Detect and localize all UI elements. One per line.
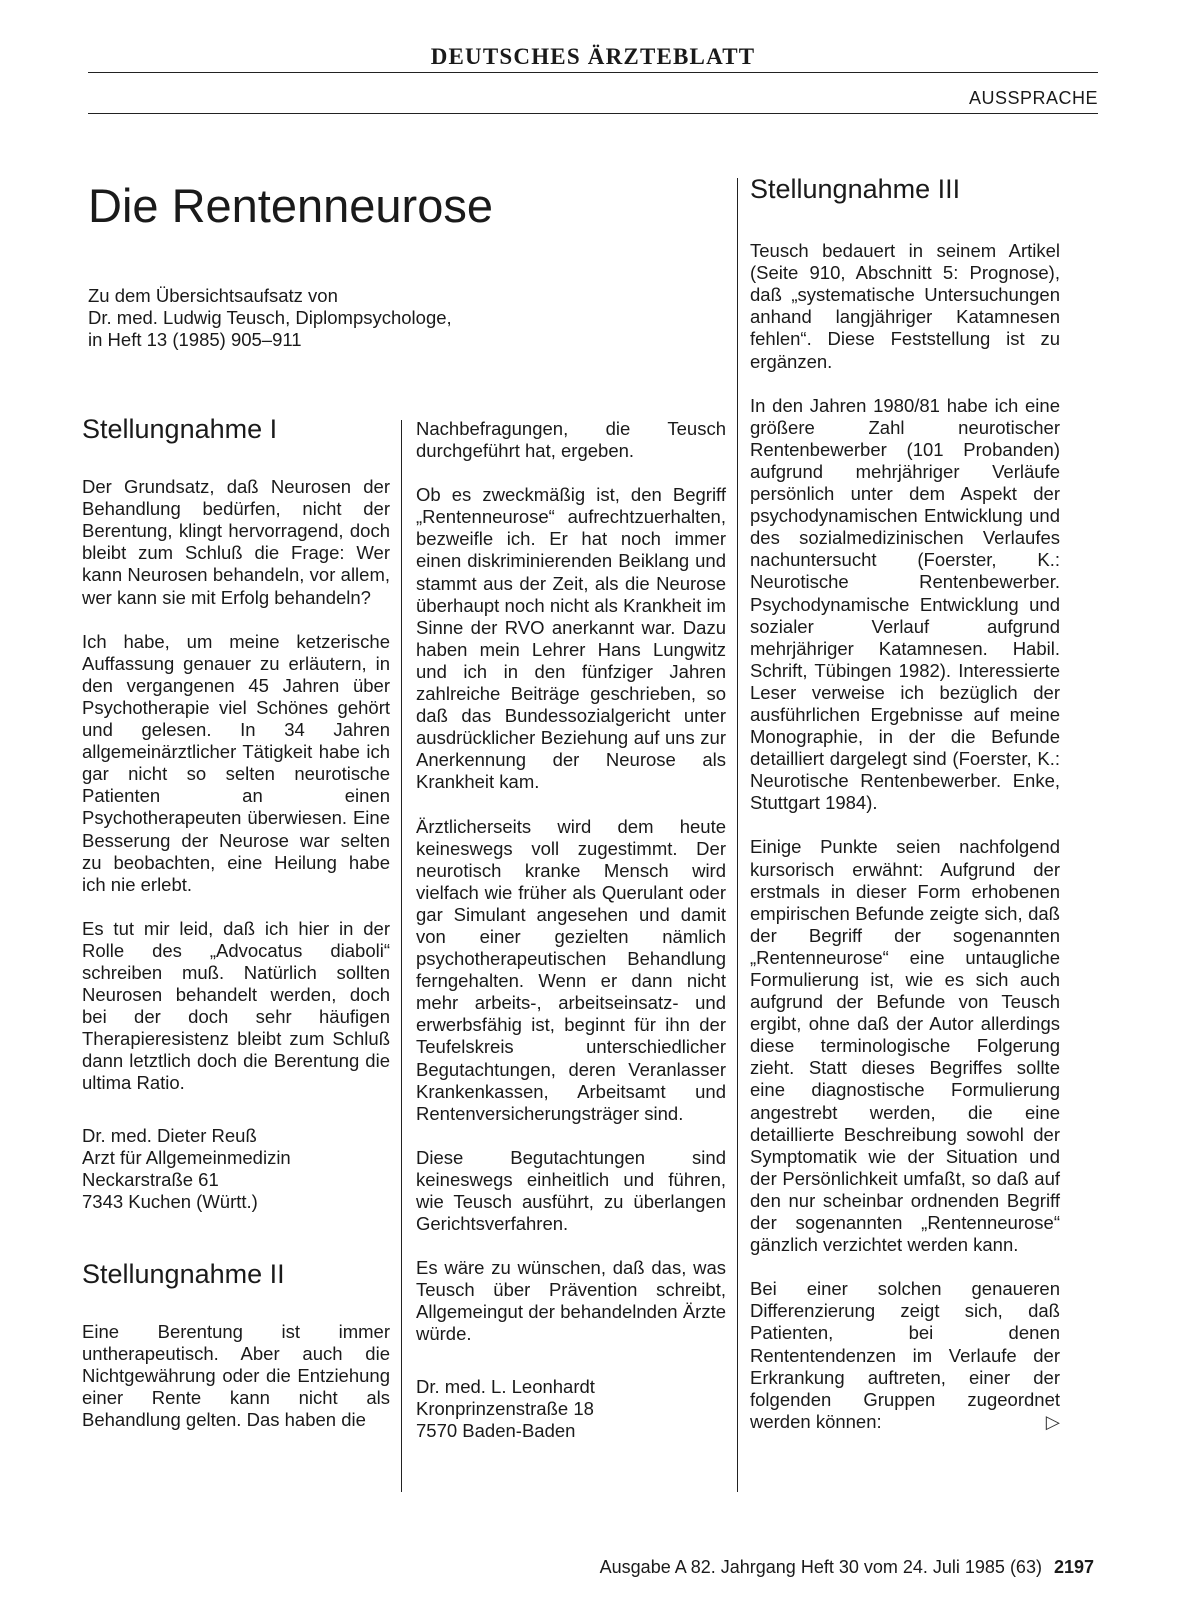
column-1	[82, 414, 390, 1453]
page-number: 2197	[1053, 1557, 1094, 1577]
signature-s2	[416, 1376, 726, 1442]
signature-line: 7570 Baden-Baden	[416, 1419, 576, 1441]
signature-line: Neckarstraße 61	[82, 1168, 219, 1190]
column-divider	[737, 178, 738, 1492]
masthead-rule	[88, 72, 1098, 73]
paragraph: In den Jahren 1980/81 habe ich eine größere Zahl neurotischer Rentenbewerber (101 Probanden) aufgrund mehrjähriger Verläufe persönlich unter dem Aspekt der psychodynamischen Entwicklung und des sozialmedizinischen Verlaufes nachuntersucht (Foerster, K.: Neurotische Rentenbewerber. Psychodynamische Entwicklung und sozialer Verlauf aufgrund mehrjähriger Katamnesen. Habil. Schrift, Tübingen 1982). Interessierte Leser verweise ich bezüglich der ausführlichen Ergebnisse auf meine Monographie, in der die Befunde detailliert dargelegt sind (Foerster, K.: Neurotische Rentenbewerber. Enke, Stuttgart 1984).	[750, 394, 1060, 814]
article-title: Die Rentenneurose	[88, 179, 493, 232]
paragraph: Einige Punkte seien nachfolgend kursorisch erwähnt: Aufgrund der erstmals in dieser Form erhobenen empirischen Befunde zeigte sich, daß der Begriff der sogenannten „Rentenneurose“ eine untaugliche Formulierung ist, wie es sich auch aufgrund der Befunde von Teusch ergibt, ohne daß der Autor allerdings diese terminologische Folgerung zieht. Statt dieses Begriffes sollte eine diagnostische Formulierung angestrebt werden, die eine detaillierte Beschreibung sowohl der Symptomatik wie der Situation und der Persönlichkeit umfaßt, so daß auf den nur scheinbar ordnenden Begriff der sogenannten „Rentenneurose“ gänzlich verzichtet werden kann.	[750, 836, 1060, 1256]
paragraph: Teusch bedauert in seinem Artikel (Seite 910, Abschnitt 5: Prognose), daß „systematische Untersuchungen anhand langjähriger Katamnesen fehlen“. Diese Feststellung ist zu ergänzen.	[750, 240, 1060, 372]
article-intro	[88, 285, 568, 351]
continue-arrow-icon: ▷	[1045, 1410, 1060, 1432]
signature-line: Dr. med. L. Leonhardt	[416, 1375, 595, 1397]
column-2	[416, 418, 726, 1442]
footer-issue: Ausgabe A 82. Jahrgang Heft 30 vom 24. Juli 1985 (63)	[599, 1557, 1042, 1577]
signature-s1	[82, 1125, 390, 1213]
column-divider	[401, 420, 402, 1492]
paragraph: Ärztlicherseits wird dem heute keineswegs voll zugestimmt. Der neurotisch kranke Mensch wird vielfach wie früher als Querulant oder gar Simulant angesehen und damit von einer gezielten nämlich psychotherapeutischen Behandlung ferngehalten. Wenn er dann nicht mehr arbeits-, arbeitseinsatz- und erwerbsfähig ist, beginnt für ihn der Teufelskreis unterschiedlicher Begutachtungen, deren Veranlasser Krankenkassen, Arbeitsamt und Rentenversicherungsträger sind.	[416, 815, 726, 1124]
section-heading-s3: Stellungnahme III	[750, 174, 961, 204]
signature-line: Kronprinzenstraße 18	[416, 1397, 594, 1419]
section-heading-s2: Stellungnahme II	[82, 1258, 285, 1289]
section-heading-s1: Stellungnahme I	[82, 414, 278, 444]
section-label: AUSSPRACHE	[968, 88, 1098, 108]
page-footer	[600, 1557, 1094, 1578]
signature-line: Arzt für Allgemeinmedizin	[82, 1146, 291, 1168]
paragraph: Der Grundsatz, daß Neurosen der Behandlung bedürfen, nicht der Berentung, klingt hervorragend, doch bleibt zum Schluß die Frage: Wer kann Neurosen behandeln, vor allem, wer kann sie mit Erfolg behandeln?	[82, 476, 390, 608]
intro-line: Dr. med. Ludwig Teusch, Diplompsychologe,	[88, 307, 452, 328]
section-rule	[88, 113, 1098, 114]
masthead: DEUTSCHES ÄRZTEBLATT	[430, 44, 756, 69]
signature-line: 7343 Kuchen (Württ.)	[82, 1190, 258, 1212]
paragraph: Es tut mir leid, daß ich hier in der Rolle des „Advocatus diaboli“ schreiben muß. Natürlich sollten Neurosen behandelt werden, doch bei der doch sehr häufigen Therapieresistenz bleibt zum Schluß dann letztlich doch die Berentung die ultima Ratio.	[82, 917, 390, 1094]
paragraph: Diese Begutachtungen sind keineswegs einheitlich und führen, wie Teusch ausführt, zu überlangen Gerichtsverfahren.	[416, 1146, 726, 1235]
signature-line: Dr. med. Dieter Reuß	[82, 1124, 257, 1146]
paragraph: Eine Berentung ist immer untherapeutisch. Aber auch die Nichtgewährung oder die Entziehung einer Rente kann nicht als Behandlung gelten. Das haben die	[82, 1321, 390, 1431]
paragraph: Ich habe, um meine ketzerische Auffassung genauer zu erläutern, in den vergangenen 45 Jahren über Psychotherapie viel Schönes gehört und gelesen. In 34 Jahren allgemeinärztlicher Tätigkeit habe ich gar nicht so selten neurotische Patienten an einen Psychotherapeuten überwiesen. Eine Besserung der Neurose war selten zu beobachten, eine Heilung habe ich nie erlebt.	[82, 630, 390, 895]
paragraph-text: Bei einer solchen genaueren Differenzierung zeigt sich, daß Patienten, bei denen Rententendenzen im Verlaufe der Erkrankung auftreten, einer der folgenden Gruppen zugeordnet werden können:	[750, 1278, 1060, 1432]
column-3	[750, 174, 1060, 1433]
intro-line: Zu dem Übersichtsaufsatz von	[88, 285, 338, 306]
paragraph	[750, 1278, 1060, 1433]
intro-line: in Heft 13 (1985) 905–911	[88, 329, 302, 350]
paragraph: Nachbefragungen, die Teusch durchgeführt hat, ergeben.	[416, 418, 726, 462]
paragraph: Es wäre zu wünschen, daß das, was Teusch über Prävention schreibt, Allgemeingut der behandelnden Ärzte würde.	[416, 1257, 726, 1345]
paragraph: Ob es zweckmäßig ist, den Begriff „Rentenneurose“ aufrechtzuerhalten, bezweifle ich. Er hat noch immer einen diskriminierenden Beiklang und stammt aus der Zeit, als die Neurose überhaupt noch nicht als Krankheit im Sinne der RVO anerkannt war. Dazu haben mein Lehrer Hans Lungwitz und ich in den fünfziger Jahren zahlreiche Beiträge geschrieben, so daß das Bundessozialgericht unter ausdrücklicher Beziehung auf uns zur Anerkennung der Neurose als Krankheit kam.	[416, 484, 726, 793]
